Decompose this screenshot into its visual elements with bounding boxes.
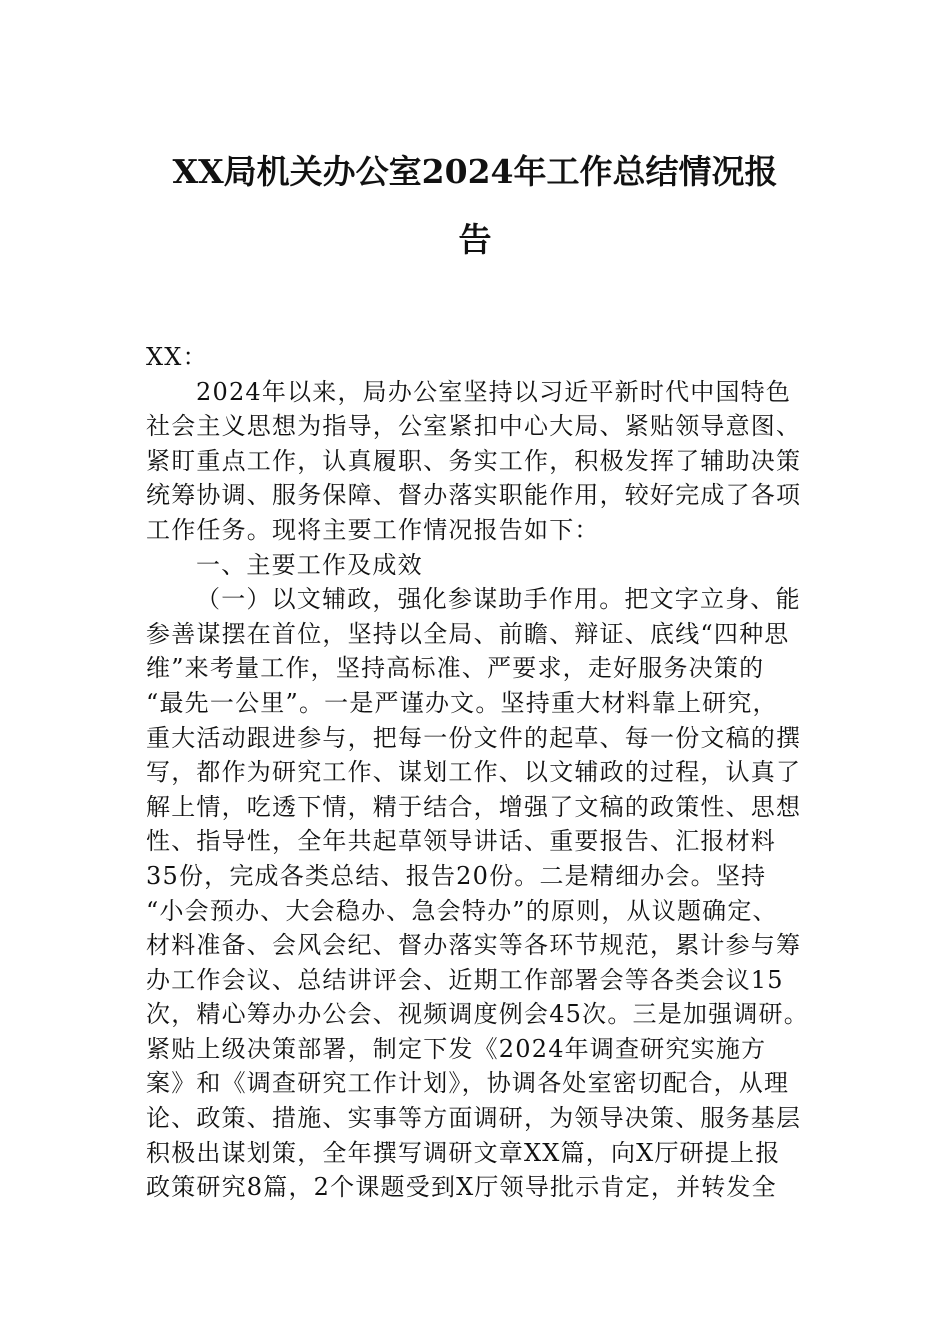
title-line-2: 告 bbox=[458, 220, 492, 259]
body-line: 论、政策、措施、实事等方面调研，为领导决策、服务基层 bbox=[146, 1104, 802, 1133]
body-line: “最先一公里”。一是严谨办文。坚持重大材料靠上研究， bbox=[146, 688, 778, 717]
body-line: “小会预办、大会稳办、急会特办”的原则，从议题确定、 bbox=[146, 896, 778, 925]
body-line: 案》和《调查研究工作计划》，协调各处室密切配合，从理 bbox=[146, 1069, 790, 1098]
body-line: 35份，完成各类总结、报告20份。二是精细办会。坚持 bbox=[146, 861, 767, 890]
body-line: 材料准备、会风会纪、督办落实等各环节规范，累计参与筹 bbox=[146, 931, 802, 960]
title-line-1: XX局机关办公室2024年工作总结情况报 bbox=[172, 152, 778, 191]
body-line: 社会主义思想为指导，公室紧扣中心大局、紧贴领导意图、 bbox=[146, 412, 802, 441]
body-line: 工作任务。现将主要工作情况报告如下： bbox=[146, 515, 600, 544]
body-line: 次，精心筹办办公会、视频调度例会45次。三是加强调研。 bbox=[146, 1000, 809, 1029]
body-line: 维”来考量工作，坚持高标准、严要求，走好服务决策的 bbox=[146, 654, 765, 683]
body-line: 办工作会议、总结讲评会、近期工作部署会等各类会议15 bbox=[146, 965, 784, 994]
body-line: 参善谋摆在首位，坚持以全局、前瞻、辩证、底线“四种思 bbox=[146, 619, 790, 648]
body-line: 重大活动跟进参与，把每一份文件的起草、每一份文稿的撰 bbox=[146, 723, 802, 752]
salutation: XX： bbox=[146, 343, 208, 371]
body-line: 政策研究8篇，2个课题受到X厅领导批示肯定，并转发全 bbox=[146, 1173, 777, 1202]
body-line: 紧盯重点工作，认真履职、务实工作，积极发挥了辅助决策 bbox=[146, 446, 802, 475]
body-line: 写，都作为研究工作、谋划工作、以文辅政的过程，认真了 bbox=[146, 758, 802, 787]
body-line: （一）以文辅政，强化参谋助手作用。把文字立身、能 bbox=[196, 585, 801, 614]
document-body bbox=[146, 340, 846, 1205]
section-heading: 一、主要工作及成效 bbox=[196, 550, 423, 579]
body-line: 统筹协调、服务保障、督办落实职能作用，较好完成了各项 bbox=[146, 481, 802, 510]
body-line: 解上情，吃透下情，精于结合，增强了文稿的政策性、思想 bbox=[146, 792, 802, 821]
body-line: 2024年以来，局办公室坚持以习近平新时代中国特色 bbox=[196, 377, 792, 406]
body-line: 性、指导性，全年共起草领导讲话、重要报告、汇报材料 bbox=[146, 827, 776, 856]
body-line: 紧贴上级决策部署，制定下发《2024年调查研究实施方 bbox=[146, 1034, 767, 1063]
document-title bbox=[140, 138, 810, 274]
body-line: 积极出谋划策，全年撰写调研文章XX篇，向X厅研提上报 bbox=[146, 1138, 781, 1167]
